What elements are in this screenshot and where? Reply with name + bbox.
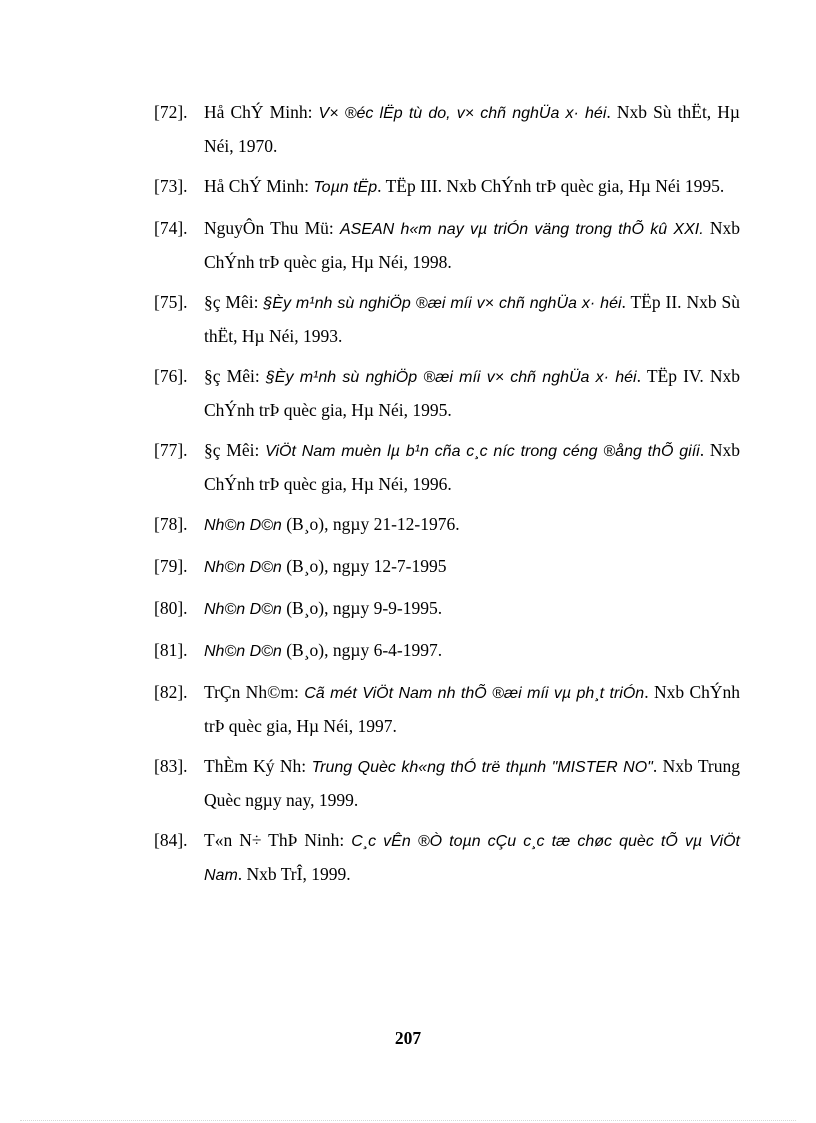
reference-item [154,434,740,500]
reference-title: §Èy m¹nh sù nghiÖp ®æi míi v× chñ nghÜa x· héi [265,369,637,386]
reference-publisher: Nxb ChÝnh trÞ quèc gia, Hµ Néi, 1998. [204,218,741,272]
reference-publisher: . TËp II. Nxb Sù thËt, Hµ Néi, 1993. [204,292,740,346]
reference-list [154,96,740,900]
reference-author: T«n N÷ ThÞ Ninh: [204,830,352,850]
reference-item [154,212,740,278]
reference-title: ASEAN h«m nay vµ triÓn väng trong thÕ kû XXI. [339,221,704,238]
reference-text [204,592,740,626]
reference-number: [75]. [154,292,188,312]
reference-title: ViÖt Nam muèn lµ b¹n cña c¸c níc trong céng ®ång thÕ giíi [265,443,700,460]
reference-title: Nh©n D©n [204,601,282,618]
reference-author: NguyÔn Thu Mü: [204,218,340,238]
reference-title: Toµn tËp [313,179,378,196]
reference-publisher: (B¸o), ngµy 21-12-1976. [281,514,460,534]
reference-item [154,286,740,352]
reference-text [204,634,740,668]
reference-publisher: . Nxb ChÝnh trÞ quèc gia, Hµ Néi, 1997. [204,682,741,736]
reference-text [204,286,740,352]
reference-author: TrÇn Nh©m: [204,682,305,702]
reference-author: §ç Mêi: [204,292,264,312]
reference-item [154,676,740,742]
page-number: 207 [394,1028,422,1048]
reference-item [154,170,740,204]
reference-title: §Èy m¹nh sù nghiÖp ®æi míi v× chñ nghÜa x· héi [263,295,622,312]
reference-text [204,824,740,892]
reference-author: §ç Mêi: [204,366,266,386]
reference-text [204,676,740,742]
reference-number: [82]. [154,682,188,702]
reference-publisher: . TËp III. Nxb ChÝnh trÞ quèc gia, Hµ Néi 1995. [377,176,725,196]
reference-text [204,96,740,162]
reference-title: Nh©n D©n [204,559,282,576]
reference-number: [83]. [154,756,188,776]
reference-item [154,96,740,162]
reference-publisher: . Nxb Sù thËt, Hµ Néi, 1970. [204,102,740,156]
reference-number: [72]. [154,102,188,122]
reference-text [204,170,740,204]
reference-author: ThÈm Ký Nh: [204,756,312,776]
reference-number: [80]. [154,598,188,618]
reference-author: §ç Mêi: [204,440,266,460]
reference-publisher: . Nxb Trung Quèc ngµy nay, 1999. [204,756,740,810]
reference-item [154,508,740,542]
reference-item [154,592,740,626]
reference-number: [77]. [154,440,188,460]
reference-text [204,212,740,278]
reference-item [154,360,740,426]
reference-publisher: (B¸o), ngµy 12-7-1995 [281,556,447,576]
reference-title: Cã mét ViÖt Nam nh thÕ ®æi míi vµ ph¸t triÓn [304,685,645,702]
reference-text [204,508,740,542]
reference-publisher: (B¸o), ngµy 6-4-1997. [281,640,443,660]
reference-publisher: . TËp IV. Nxb ChÝnh trÞ quèc gia, Hµ Néi, 1995. [204,366,740,420]
reference-text [204,360,740,426]
reference-item [154,824,740,892]
reference-number: [79]. [154,556,188,576]
reference-number: [84]. [154,830,188,850]
reference-number: [74]. [154,218,188,238]
reference-number: [81]. [154,640,188,660]
reference-text [204,434,740,500]
reference-publisher: (B¸o), ngµy 9-9-1995. [281,598,443,618]
reference-title: Nh©n D©n [204,517,282,534]
reference-title: C¸c vÊn ®Ò toµn cÇu c¸c tæ chøc quèc tÕ vµ ViÖt Nam [204,833,740,884]
reference-author: Hå ChÝ Minh: [204,176,314,196]
reference-number: [76]. [154,366,188,386]
reference-number: [78]. [154,514,188,534]
reference-publisher: . Nxb TrÎ, 1999. [237,864,351,884]
reference-item [154,750,740,816]
reference-item [154,634,740,668]
reference-text [204,550,740,584]
reference-text [204,750,740,816]
reference-title: Nh©n D©n [204,643,282,660]
reference-author: Hå ChÝ Minh: [204,102,319,122]
page-bottom-divider [20,1120,796,1121]
reference-item [154,550,740,584]
reference-number: [73]. [154,176,188,196]
reference-title: V× ®éc lËp tù do, v× chñ nghÜa x· héi [318,105,607,122]
reference-title: Trung Quèc kh«ng thÓ trë thµnh "MISTER NO" [311,759,653,776]
reference-publisher: . Nxb ChÝnh trÞ quèc gia, Hµ Néi, 1996. [204,440,740,494]
